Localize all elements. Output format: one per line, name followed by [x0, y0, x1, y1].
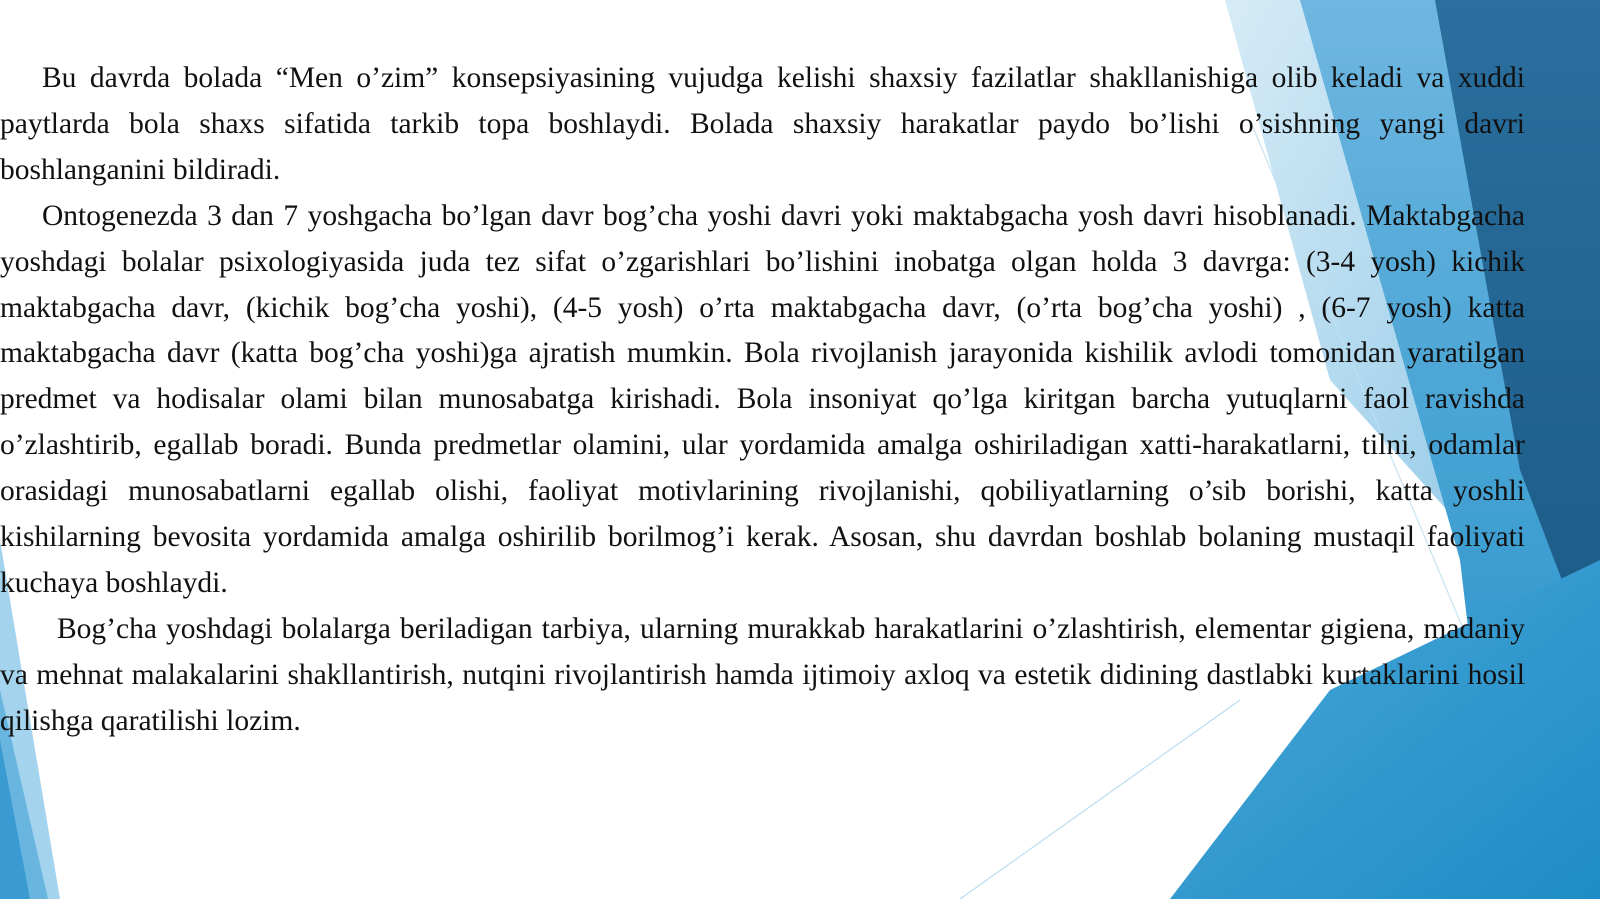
slide-body [0, 56, 1525, 745]
paragraph: Bog’cha yoshdagi bolalarga beriladigan tarbiya, ularning murakkab harakatlarini o’zlashtirish, elementar gigiena, madaniy va mehnat malakalarini shakllantirish, nutqini rivojlantirish hamda ijtimoiy axloq va estetik didining dastlabki kurtaklarini hosil qilishga qaratilishi lozim. [0, 612, 1525, 737]
paragraph: Ontogenezda 3 dan 7 yoshgacha bo’lgan davr bog’cha yoshi davri yoki maktabgacha yosh davri hisoblanadi. Maktabgacha yoshdagi bolalar psixologiyasida juda tez sifat o’zgarishlari bo’lishini inobatga olgan holda 3 davrga: (3-4 yosh) kichik maktabgacha davr, (kichik bog’cha yoshi), (4-5 yosh) o’rta maktabgacha davr, (o’rta bog’cha yoshi) , (6-7 yosh) katta maktabgacha davr (katta bog’cha yoshi)ga ajratish mumkin. Bola rivojlanish jarayonida kishilik avlodi tomonidan yaratilgan predmet va hodisalar olami bilan munosabatga kirishadi. Bola insoniyat qo’lga kiritgan barcha yutuqlarni faol ravishda o’zlashtirib, egallab boradi. Bunda predmetlar olamini, ular yordamida amalga oshiriladigan xatti-harakatlarni, tilni, odamlar orasidagi munosabatlarni egallab olishi, faoliyat motivlarining rivojlanishi, qobiliyatlarning o’sib borishi, katta yoshli kishilarning bevosita yordamida amalga oshirilib borilmog’i kerak. Asosan, shu davrdan boshlab bolaning mustaqil faoliyati kuchaya boshlaydi. [0, 199, 1525, 599]
paragraph: Bu davrda bolada “Men o’zim” konsepsiyasining vujudga kelishi shaxsiy fazilatlar shakllanishiga olib keladi va xuddi paytlarda bola shaxs sifatida tarkib topa boshlaydi. Bolada shaxsiy harakatlar paydo bo’lishi o’sishning yangi davri boshlanganini bildiradi. [0, 62, 1525, 186]
